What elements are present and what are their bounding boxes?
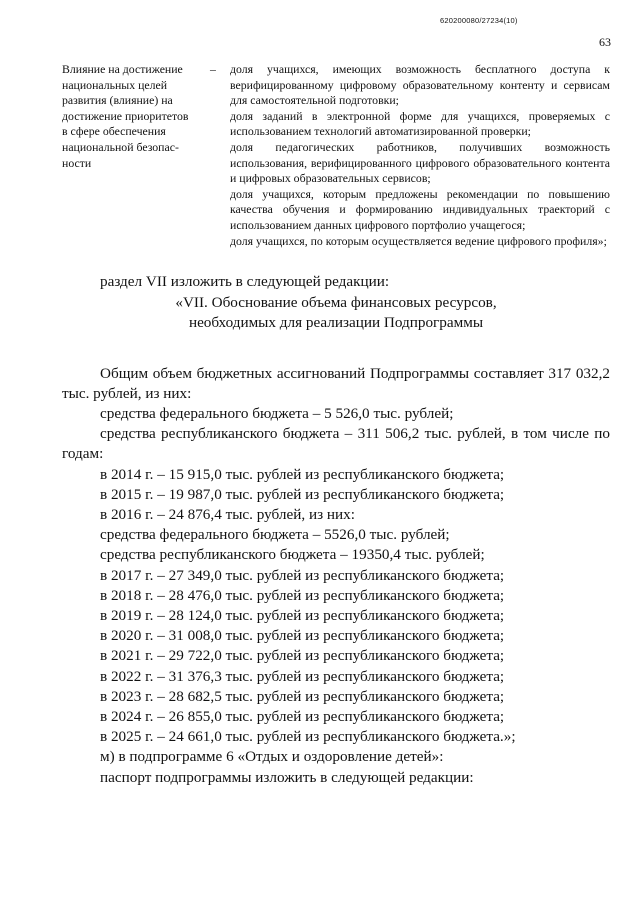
row-dash: –	[210, 62, 216, 76]
passport-intro: паспорт подпрограммы изложить в следующей редакции:	[100, 768, 474, 786]
document-body	[62, 272, 610, 788]
page-number: 63	[599, 35, 611, 49]
year-funding-line: в 2025 г. – 24 661,0 тыс. рублей из республиканского бюджета.»;	[100, 728, 516, 746]
row-indicator-list	[230, 62, 610, 249]
indicator-item: доля учащихся, по которым осуществляется ведение цифрового профиля»;	[230, 233, 607, 248]
year-funding-line: в 2021 г. – 29 722,0 тыс. рублей из республиканского бюджета;	[100, 647, 505, 665]
indicator-item: доля учащихся, имеющих возможность бесплатного доступа к верифицированному цифровому образовательному контенту и сервисам для самостоятельной подготовки;	[230, 62, 610, 108]
year-funding-line: в 2024 г. – 26 855,0 тыс. рублей из республиканского бюджета;	[100, 708, 505, 726]
indicator-item: доля учащихся, которым предложены рекомендации по повышению качества обучения и формированию индивидуальных траекторий с использованием данных цифрового портфолио учащегося;	[230, 186, 610, 232]
year-funding-line: в 2023 г. – 28 682,5 тыс. рублей из республиканского бюджета;	[100, 687, 505, 705]
republican-funding-paragraph: средства республиканского бюджета – 311 506,2 тыс. рублей, в том числе по годам:	[62, 425, 610, 463]
year-funding-line: в 2015 г. – 19 987,0 тыс. рублей из республиканского бюджета;	[100, 485, 505, 503]
year-funding-line: в 2022 г. – 31 376,3 тыс. рублей из республиканского бюджета;	[100, 667, 505, 685]
year-funding-line: в 2019 г. – 28 124,0 тыс. рублей из республиканского бюджета;	[100, 607, 505, 625]
year-funding-line: в 2017 г. – 27 349,0 тыс. рублей из республиканского бюджета;	[100, 566, 505, 584]
indicator-item: доля педагогических работников, получивших возможность использования, верифицированного цифрового образовательного контента и цифровых образовательных сервисов;	[230, 139, 610, 186]
spacer	[62, 334, 610, 364]
year-funding-line: средства федерального бюджета – 5526,0 тыс. рублей;	[100, 526, 450, 544]
federal-funding-line: средства федерального бюджета – 5 526,0 тыс. рублей;	[100, 405, 454, 423]
section-heading-line1: «VII. Обоснование объема финансовых ресурсов,	[175, 294, 497, 312]
year-funding-line: средства республиканского бюджета – 19350,4 тыс. рублей;	[100, 546, 485, 564]
section-intro: раздел VII изложить в следующей редакции:	[100, 273, 390, 290]
year-funding-line: в 2014 г. – 15 915,0 тыс. рублей из республиканского бюджета;	[100, 465, 505, 483]
indicator-item: доля заданий в электронной форме для учащихся, проверяемых с использованием технологий автоматизированной проверки;	[230, 108, 610, 139]
total-funding-paragraph: Общим объем бюджетных ассигнований Подпрограммы составляет 317 032,2 тыс. рублей, из них:	[62, 364, 610, 402]
year-funding-line: в 2016 г. – 24 876,4 тыс. рублей, из них:	[100, 506, 355, 524]
row-label: Влияние на достижение национальных целей развития (влияние) на достижение приоритетов в сфере обеспечения национальной безопас- ности	[62, 62, 189, 170]
passport-table-row	[62, 62, 610, 249]
section-heading-line2: необходимых для реализации Подпрограммы	[188, 314, 484, 332]
year-funding-line: в 2018 г. – 28 476,0 тыс. рублей из республиканского бюджета;	[100, 586, 505, 604]
subprogram-item: м) в подпрограмме 6 «Отдых и оздоровление детей»:	[100, 748, 444, 766]
year-funding-line: в 2020 г. – 31 008,0 тыс. рублей из республиканского бюджета;	[100, 627, 505, 645]
document-code: 620200080/27234(10)	[440, 16, 518, 25]
